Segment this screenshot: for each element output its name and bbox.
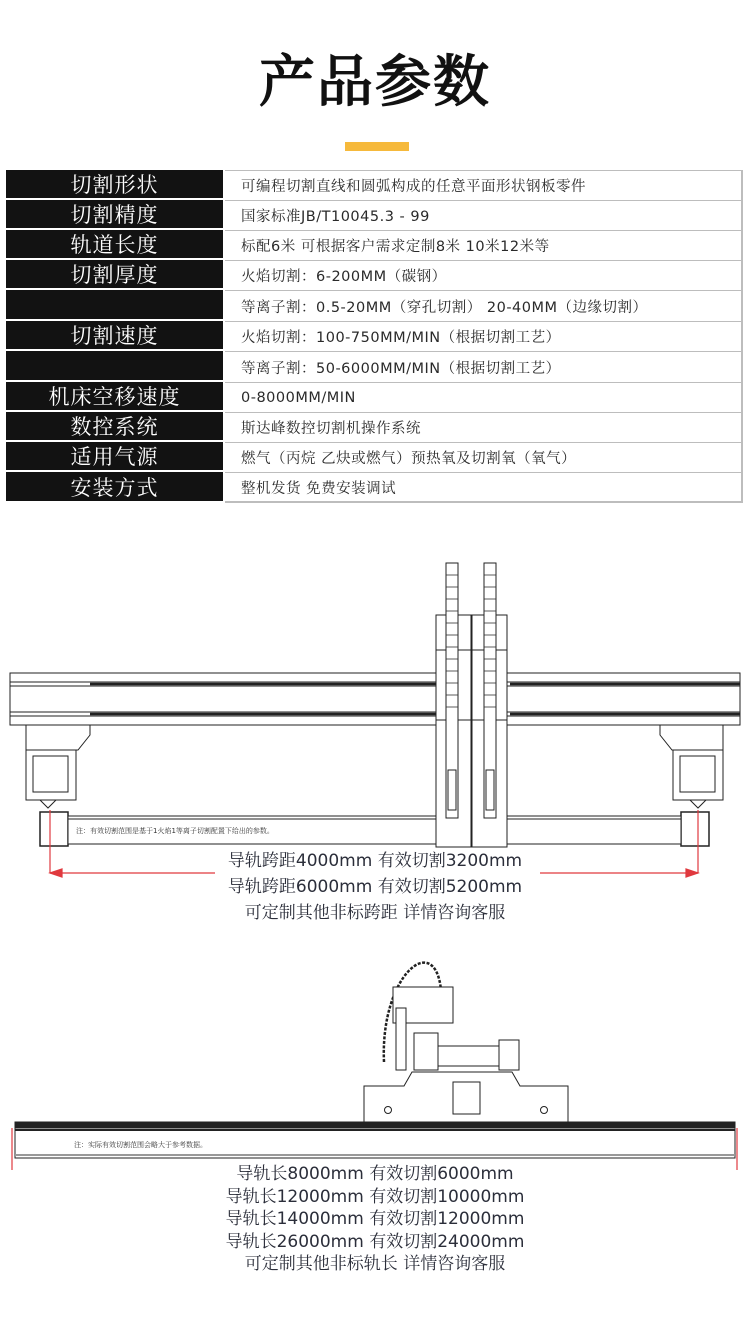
caption-line: 导轨跨距6000mm 有效切割5200mm [227,877,523,897]
spec-row-cut-speed-plasma [6,351,743,382]
spec-row-travel-speed [6,382,743,412]
spec-value: 标配6米 可根据客户需求定制8米 10米12米等 [225,230,743,260]
gantry-side-view-drawing [0,940,750,1170]
spec-label: 轨道长度 [6,230,223,260]
side-view-captions [150,1163,600,1276]
caption-line: 可定制其他非标轨长 详情咨询客服 [244,1254,506,1274]
spec-value: 火焰切割：100-750MM/MIN（根据切割工艺） [225,321,743,351]
spec-label: 切割厚度 [6,260,223,290]
caption-line: 导轨长14000mm 有效切割12000mm [225,1209,525,1229]
spec-row-track-length [6,230,743,260]
spec-row-installation [6,472,743,503]
spec-label: 切割形状 [6,170,223,200]
spec-value: 0-8000MM/MIN [225,382,743,412]
spec-value: 斯达峰数控切割机操作系统 [225,412,743,442]
spec-value: 整机发货 免费安装调试 [225,472,743,503]
spec-row-cut-thickness-plasma [6,290,743,321]
spec-label: 适用气源 [6,442,223,472]
spec-row-cut-speed [6,321,743,351]
spec-label: 切割速度 [6,321,223,351]
caption-line: 导轨跨距4000mm 有效切割3200mm [227,851,523,871]
spec-label: 切割精度 [6,200,223,230]
spec-label: 机床空移速度 [6,382,223,412]
caption-line: 导轨长26000mm 有效切割24000mm [225,1231,525,1252]
spec-row-cut-shape [6,170,743,200]
spec-row-gas-source [6,442,743,472]
caption-line: 导轨长8000mm 有效切割6000mm [236,1164,514,1184]
front-view-captions [150,848,600,926]
caption-line: 可定制其他非标跨距 详情咨询客服 [244,903,506,923]
title-underline [345,142,409,151]
spec-value: 燃气（丙烷 乙炔或燃气）预热氧及切割氧（氧气） [225,442,743,472]
spec-label [6,351,223,382]
spec-label: 数控系统 [6,412,223,442]
side-view-note: 注：实际有效切割范围会略大于参考数据。 [74,1141,207,1149]
spec-value: 可编程切割直线和圆弧构成的任意平面形状钢板零件 [225,170,743,200]
spec-row-cut-precision [6,200,743,230]
spec-label: 安装方式 [6,472,223,503]
spec-row-cut-thickness [6,260,743,290]
spec-value: 等离子割：0.5-20MM（穿孔切割） 20-40MM（边缘切割） [225,290,743,321]
spec-label [6,290,223,321]
spec-row-cnc-system [6,412,743,442]
spec-value: 等离子割：50-6000MM/MIN（根据切割工艺） [225,351,743,382]
spec-table [6,170,743,503]
page-title: 产品参数 [259,50,491,115]
spec-value: 国家标准JB/T10045.3 - 99 [225,200,743,230]
front-view-note: 注：有效切割范围是基于1火焰1等离子切割配置下给出的参数。 [76,827,274,835]
spec-value: 火焰切割：6-200MM（碳钢） [225,260,743,290]
caption-line: 导轨长12000mm 有效切割10000mm [225,1186,525,1207]
